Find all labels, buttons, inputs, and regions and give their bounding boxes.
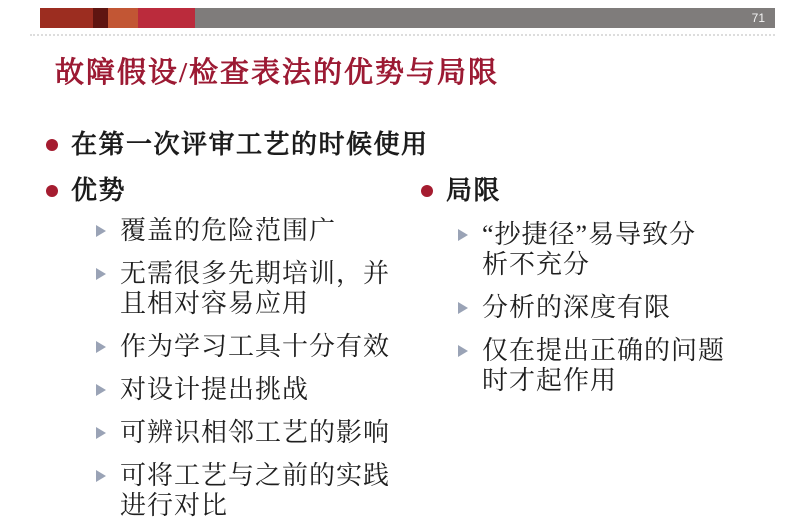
arrow-bullet-icon — [96, 470, 106, 482]
list-item-text — [120, 332, 390, 362]
bullet-dot-icon — [46, 139, 58, 151]
page-number: 71 — [751, 11, 765, 25]
list-item — [458, 220, 725, 280]
arrow-bullet-icon — [96, 225, 106, 237]
list-item — [96, 375, 390, 405]
list-item-text — [120, 461, 390, 521]
arrow-bullet-icon — [458, 302, 468, 314]
list-item-line: 作为学习工具十分有效 — [120, 332, 391, 361]
advantages-list — [96, 216, 390, 522]
list-item-text — [482, 336, 725, 396]
arrow-bullet-icon — [96, 268, 106, 280]
list-item-text — [120, 259, 390, 319]
arrow-bullet-icon — [458, 345, 468, 357]
arrow-bullet-icon — [96, 427, 106, 439]
list-item-line: “抄捷径”易导致分 — [482, 220, 697, 249]
list-item — [458, 336, 725, 396]
accent-bar-segment-2 — [93, 8, 108, 28]
limitations-list — [458, 220, 725, 409]
limitations-header-label: 局限 — [446, 176, 502, 205]
intro-bullet-text: 在第一次评审工艺的时候使用 — [71, 130, 429, 159]
limitations-header — [421, 172, 501, 210]
arrow-bullet-icon — [96, 384, 106, 396]
list-item-line: 进行对比 — [120, 491, 229, 520]
accent-bar-segment-4 — [138, 8, 195, 28]
arrow-bullet-icon — [458, 229, 468, 241]
list-item-line: 无需很多先期培训，并 — [120, 259, 391, 288]
list-item-line: 覆盖的危险范围广 — [120, 216, 337, 245]
list-item-line: 且相对容易应用 — [120, 289, 310, 318]
slide-title: 故障假设/检查表法的优势与局限 — [55, 57, 500, 89]
accent-bar-segment-1 — [40, 8, 93, 28]
list-item — [96, 461, 390, 521]
list-item-line: 时才起作用 — [482, 366, 618, 395]
list-item-line: 可辨识相邻工艺的影响 — [120, 418, 391, 447]
bullet-dot-icon — [46, 185, 58, 197]
list-item — [458, 293, 725, 323]
list-item — [96, 332, 390, 362]
list-item-line: 分析的深度有限 — [482, 293, 672, 322]
list-item-text — [482, 220, 696, 280]
list-item-line: 可将工艺与之前的实践 — [120, 461, 391, 490]
advantages-header — [46, 172, 126, 210]
advantages-header-label: 优势 — [71, 176, 127, 205]
list-item — [96, 216, 390, 246]
slide-accent-bar — [0, 8, 785, 28]
list-item-text — [120, 375, 309, 405]
list-item — [96, 418, 390, 448]
list-item-text — [120, 216, 336, 246]
list-item-line: 析不充分 — [482, 250, 591, 279]
list-item — [96, 259, 390, 319]
accent-bar-gray — [195, 8, 775, 28]
dotted-divider — [30, 34, 775, 36]
list-item-line: 对设计提出挑战 — [120, 375, 310, 404]
list-item-text — [482, 293, 671, 323]
accent-bar-segment-3 — [108, 8, 138, 28]
bullet-dot-icon — [421, 185, 433, 197]
list-item-line: 仅在提出正确的问题 — [482, 336, 726, 365]
list-item-text — [120, 418, 390, 448]
arrow-bullet-icon — [96, 341, 106, 353]
intro-bullet — [46, 126, 429, 164]
